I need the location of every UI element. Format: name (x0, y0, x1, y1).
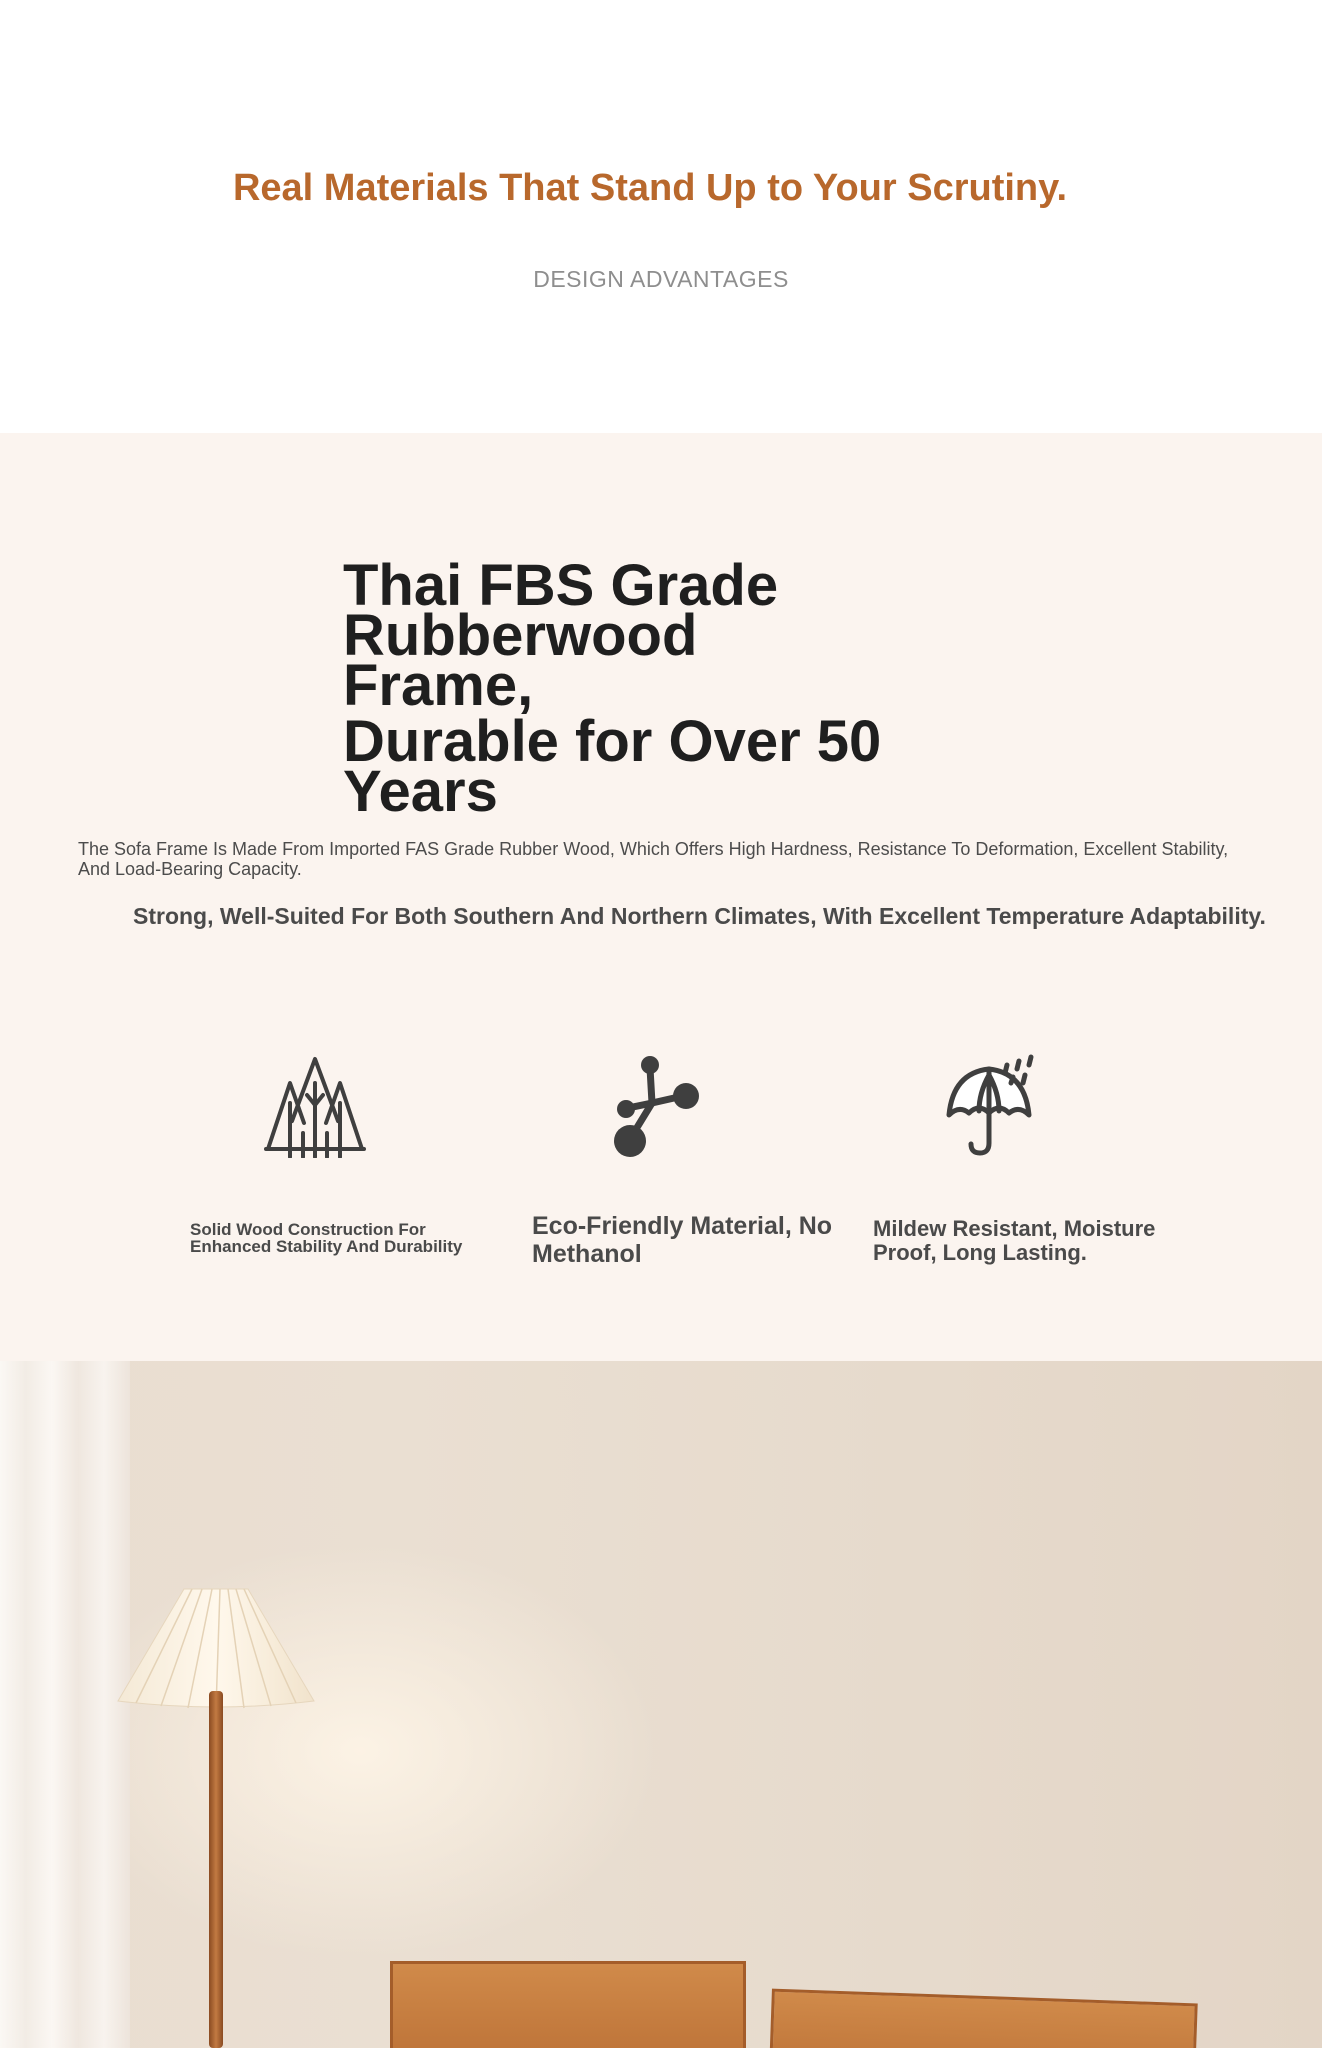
curtain (0, 1361, 130, 2048)
lamp-pole (209, 1691, 223, 2048)
feature-label (190, 1221, 462, 1255)
umbrella-rain-icon (943, 1053, 1043, 1158)
feature-label-line: Solid Wood Construction For (190, 1220, 426, 1239)
frame-description: The Sofa Frame Is Made From Imported FAS Grade Rubber Wood, Which Offers High Hardness, Resistance To Deformation, Excellent Stability, And Load-Bearing Capacity. (78, 839, 1229, 879)
frame-heading-line: Years (343, 759, 498, 824)
feature-label-line: Methanol (532, 1240, 642, 1268)
room-photo (0, 1361, 1322, 2048)
feature-label-line: Proof, Long Lasting. (873, 1240, 1087, 1265)
trees-icon (260, 1053, 370, 1158)
chair-back (390, 1961, 746, 2048)
frame-heading (343, 553, 903, 824)
frame-heading-line: Rubberwood Frame, (343, 603, 698, 718)
feature-label-line: Eco-Friendly Material, No (532, 1212, 833, 1240)
design-advantages-section (0, 433, 1322, 1361)
hero-section (0, 0, 1322, 433)
frame-heading-line: Durable for Over 50 (343, 709, 882, 774)
feature-label (532, 1212, 832, 1268)
climate-highlight: Strong, Well-Suited For Both Southern And Northern Climates, With Excellent Temperature Adaptability. (133, 903, 1266, 929)
section-label: DESIGN ADVANTAGES (533, 266, 789, 292)
feature-label-line: Mildew Resistant, Moisture (873, 1216, 1156, 1241)
frame-heading-line: Thai FBS Grade (343, 553, 779, 618)
feature-label (873, 1217, 1155, 1265)
chair-back (768, 1989, 1197, 2048)
hero-title: Real Materials That Stand Up to Your Scrutiny. (232, 167, 1068, 209)
feature-label-line: Enhanced Stability And Durability (190, 1237, 463, 1256)
molecule-icon (608, 1053, 708, 1158)
